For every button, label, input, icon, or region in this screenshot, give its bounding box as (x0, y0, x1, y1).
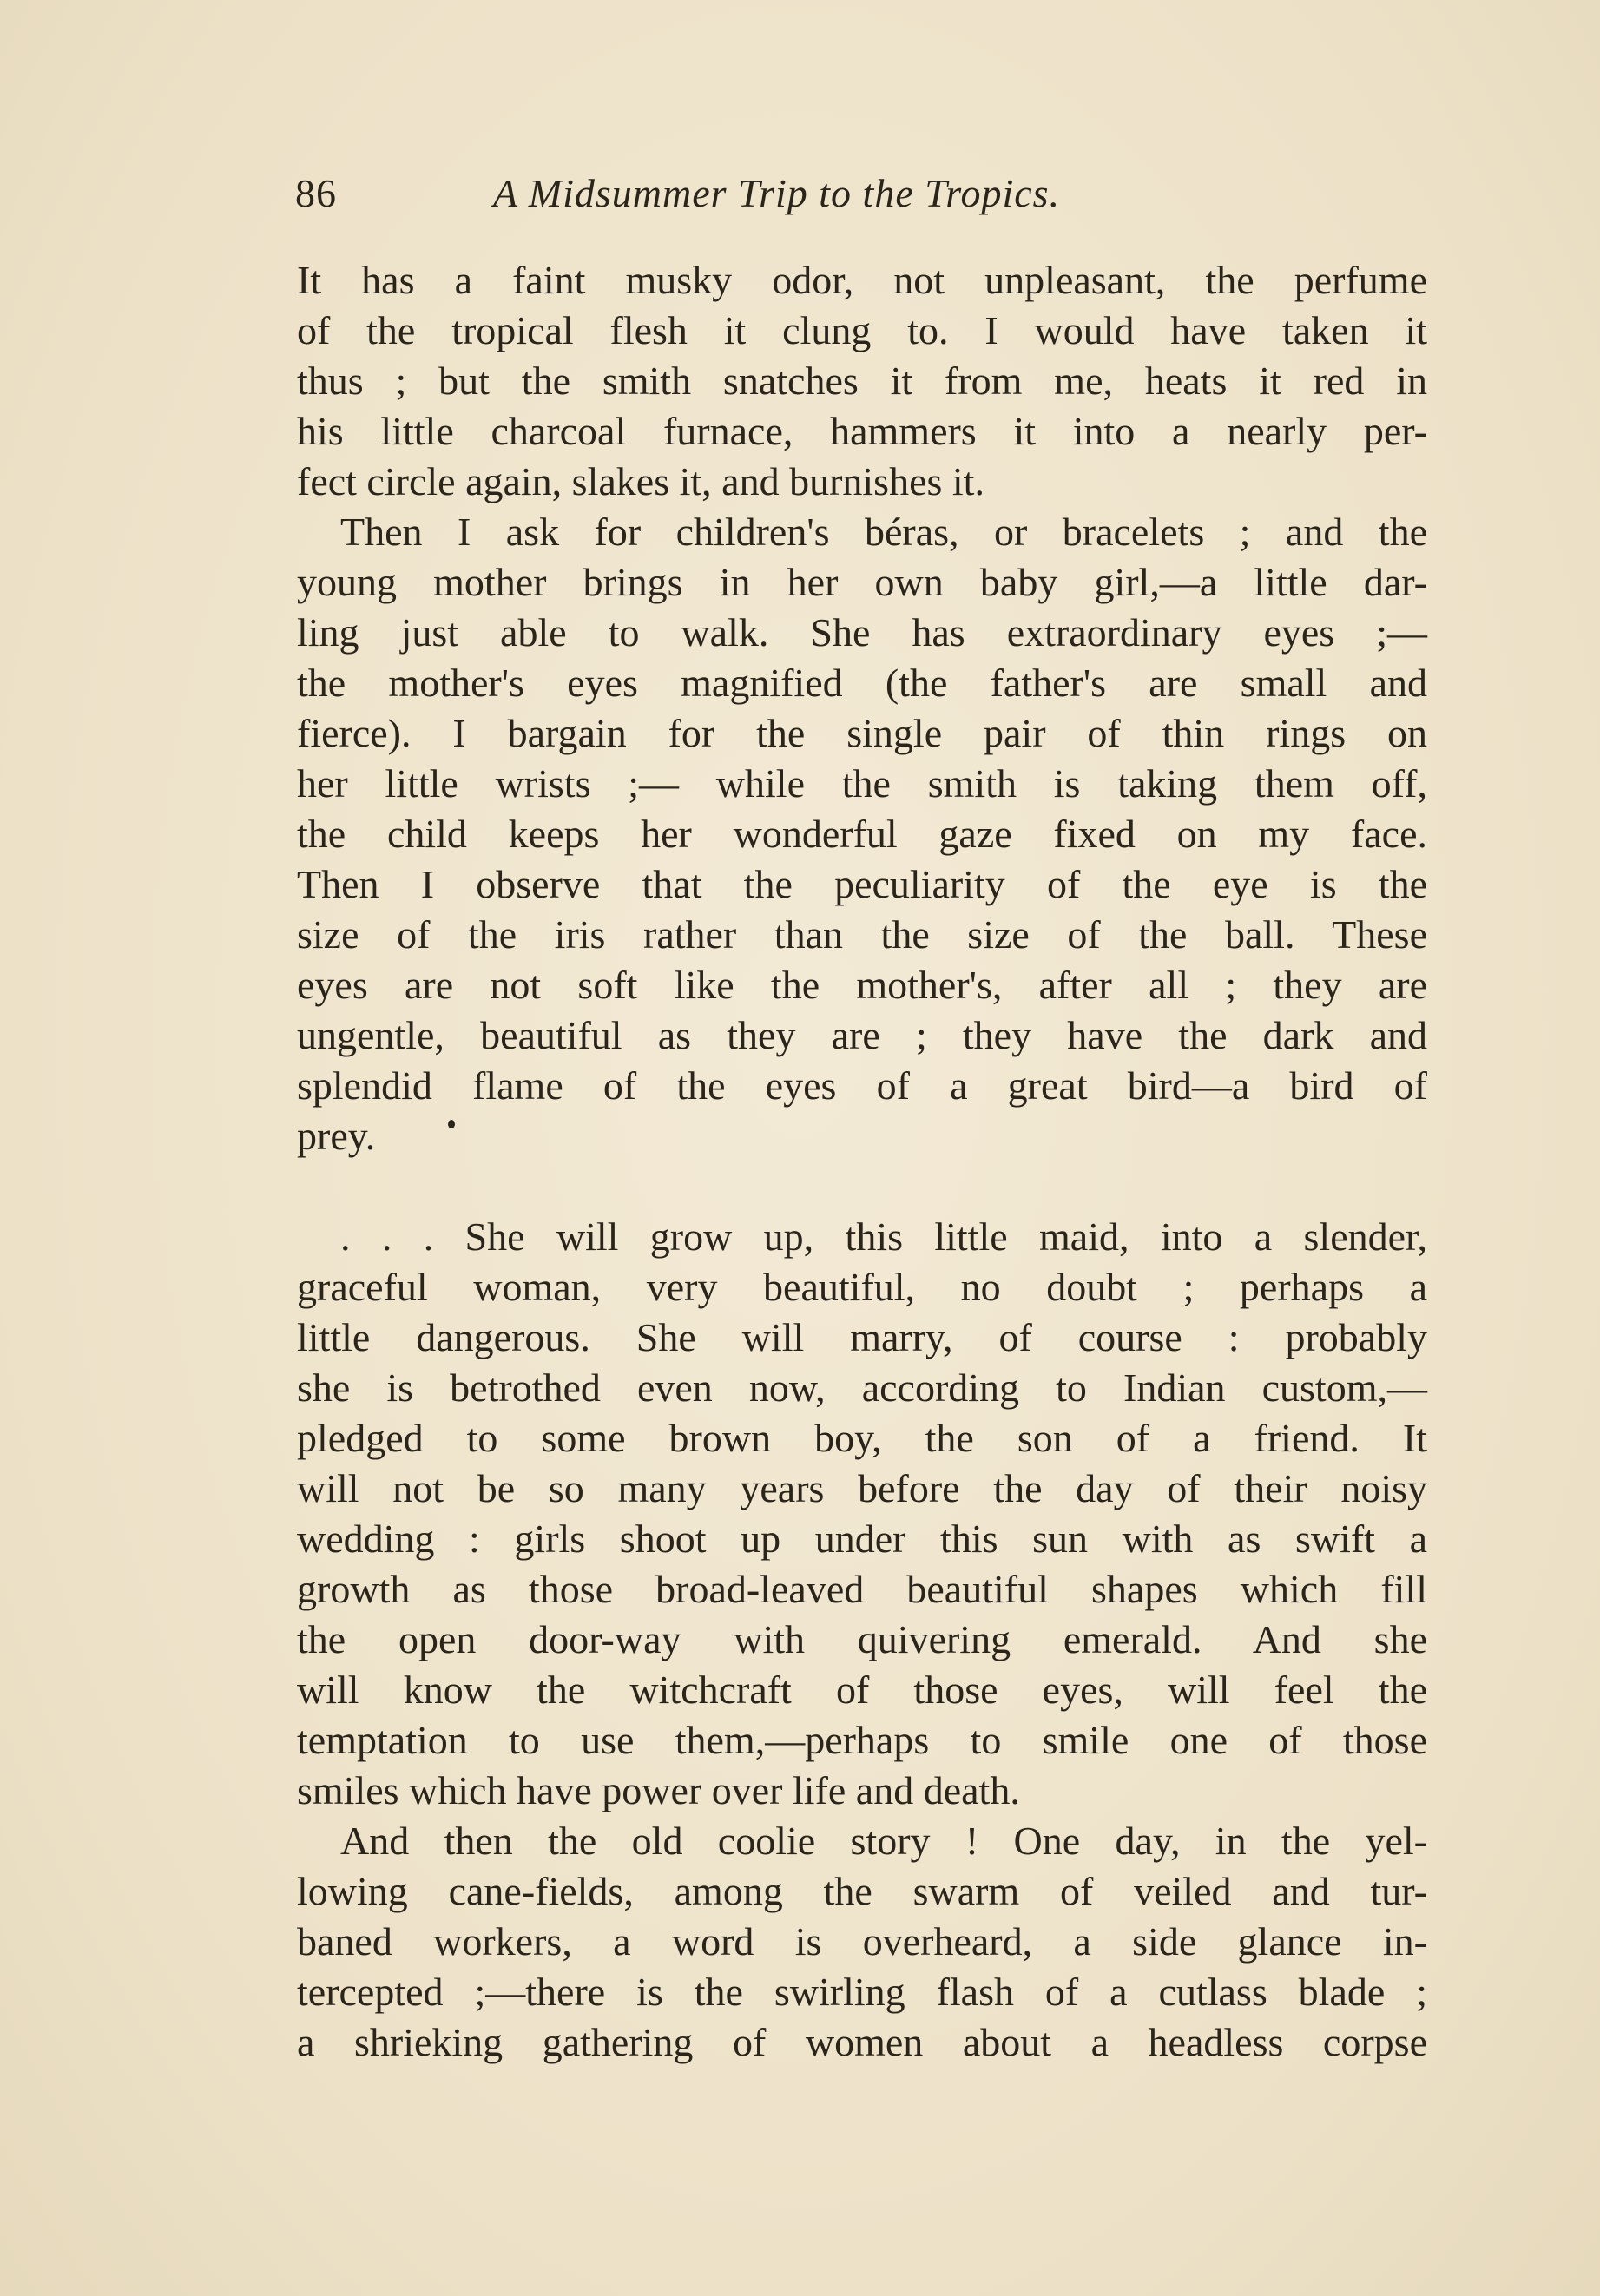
ink-speck (448, 1120, 455, 1128)
text-line: And then the old coolie story ! One day, in the yel- (340, 1819, 1427, 1863)
text-line: temptation to use them,—perhaps to smile one of those (297, 1718, 1427, 1762)
running-title: A Midsummer Trip to the Tropics. (493, 171, 1061, 215)
text-line: thus ; but the smith snatches it from me, heats it red in (297, 359, 1427, 403)
text-line: his little charcoal furnace, hammers it into a nearly per- (297, 409, 1427, 453)
text-line: will know the witchcraft of those eyes, will feel the (297, 1668, 1427, 1712)
text-line: It has a faint musky odor, not unpleasant, the perfume (297, 258, 1427, 302)
text-line: a shrieking gathering of women about a headless corpse (297, 2020, 1427, 2064)
text-line: baned workers, a word is overheard, a side glance in- (297, 1919, 1427, 1964)
text-line: her little wrists ;— while the smith is taking them off, (297, 761, 1427, 806)
text-line: lowing cane-fields, among the swarm of veiled and tur- (297, 1869, 1427, 1913)
text-line: Then I ask for children's béras, or bracelets ; and the (340, 510, 1427, 554)
text-line: prey. (297, 1114, 376, 1158)
text-line: fect circle again, slakes it, and burnishes it. (297, 459, 984, 503)
text-line: will not be so many years before the day of their noisy (297, 1466, 1427, 1510)
text-line: eyes are not soft like the mother's, after all ; they are (297, 963, 1427, 1007)
text-line: ling just able to walk. She has extraordinary eyes ;— (297, 610, 1427, 655)
text-line: splendid flame of the eyes of a great bird—a bird of (297, 1063, 1427, 1108)
text-line: pledged to some brown boy, the son of a friend. It (297, 1416, 1427, 1460)
text-line: of the tropical flesh it clung to. I would have taken it (297, 308, 1427, 352)
text-line: the mother's eyes magnified (the father's are small and (297, 661, 1427, 705)
text-line: young mother brings in her own baby girl,—a little dar- (297, 560, 1427, 604)
text-line: smiles which have power over life and death. (297, 1768, 1020, 1812)
text-line: growth as those broad-leaved beautiful shapes which fill (297, 1567, 1427, 1611)
text-line: Then I observe that the peculiarity of the eye is the (297, 862, 1427, 906)
page-number: 86 (295, 171, 337, 215)
text-line: ungentle, beautiful as they are ; they have the dark and (297, 1013, 1427, 1057)
text-line: fierce). I bargain for the single pair of thin rings on (297, 711, 1427, 755)
section-break (297, 1161, 1427, 1212)
text-line: she is betrothed even now, according to Indian custom,— (297, 1365, 1427, 1410)
text-line: graceful woman, very beautiful, no doubt ; perhaps a (297, 1265, 1427, 1309)
text-line: tercepted ;—there is the swirling flash of a cutlass blade ; (297, 1970, 1427, 2014)
text-line: the open door-way with quivering emerald. And she (297, 1617, 1427, 1661)
page-header (295, 163, 1424, 224)
text-line: little dangerous. She will marry, of course : probably (297, 1315, 1427, 1359)
text-line: size of the iris rather than the size of the ball. These (297, 912, 1427, 957)
body-text (297, 255, 1427, 2068)
text-line: wedding : girls shoot up under this sun with as swift a (297, 1516, 1427, 1561)
text-line: the child keeps her wonderful gaze fixed on my face. (297, 812, 1427, 856)
text-line: . . . She will grow up, this little maid, into a slender, (340, 1214, 1427, 1259)
